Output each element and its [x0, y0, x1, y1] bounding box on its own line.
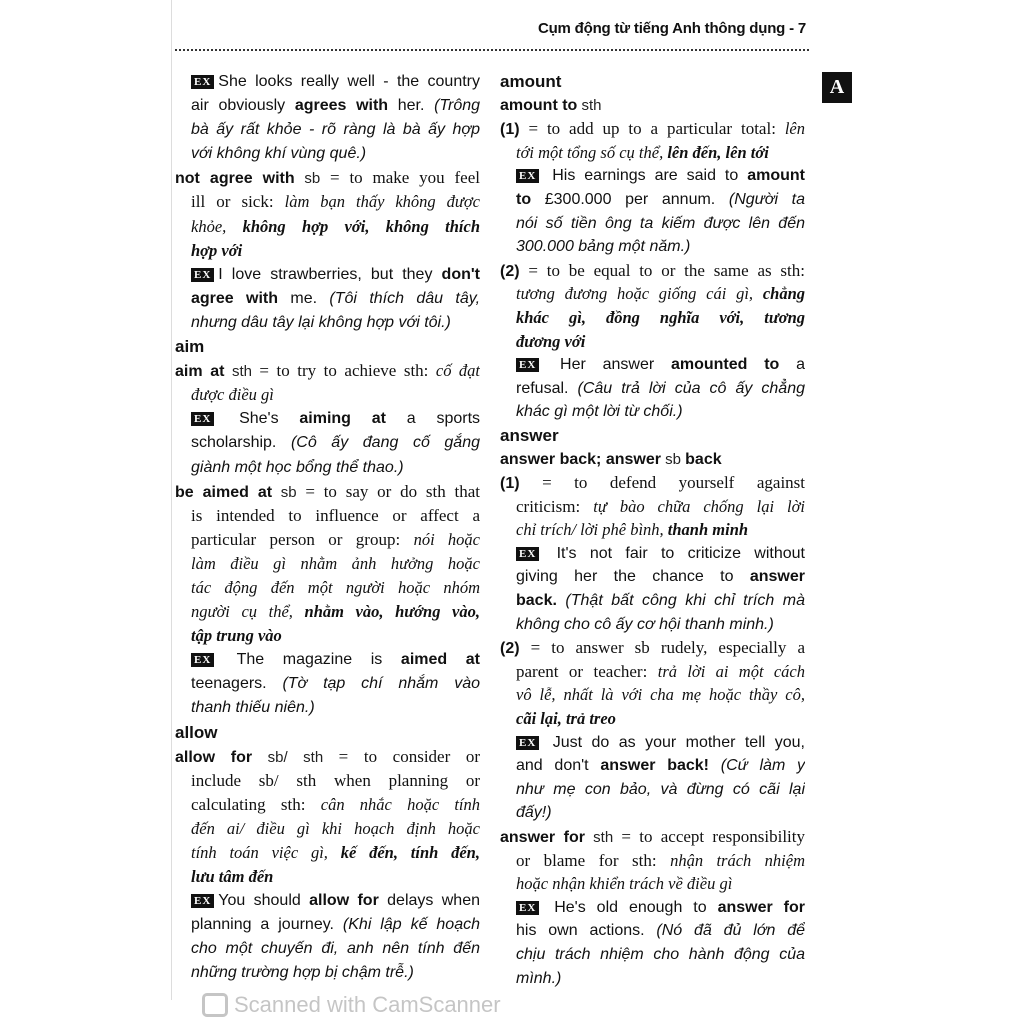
text-run: bà ấy rất khỏe - rõ ràng là bà ấy hợp	[191, 121, 480, 139]
phrase-bold: (1)	[500, 121, 520, 139]
text-run: đương với	[516, 331, 586, 351]
text-run: tập trung vào	[191, 626, 282, 646]
entry-line	[175, 937, 480, 961]
text-run: lưu tâm đến	[191, 867, 274, 887]
phrase-bold: aim	[175, 337, 205, 357]
ex-badge: EX	[191, 268, 214, 282]
text-run: giving her the chance to	[516, 568, 750, 586]
headword	[175, 335, 480, 359]
text-run: planning a journey.	[191, 916, 343, 934]
text-run: her.	[388, 97, 435, 115]
text-run: khác gì, đồng nghĩa với, tương	[516, 307, 805, 327]
running-header: Cụm động từ tiếng Anh thông dụng - 7	[537, 20, 806, 37]
entry-line	[500, 117, 805, 141]
entry-line	[500, 943, 805, 967]
entry-line	[175, 190, 480, 214]
example-line	[500, 164, 805, 188]
headword	[500, 70, 805, 94]
text-run: lên	[784, 119, 805, 139]
text-run: (Người ta	[728, 190, 805, 208]
entry-line	[175, 745, 480, 769]
text-run: or blame for sth:	[516, 850, 671, 870]
phrase-bold: don't	[441, 265, 480, 283]
text-run: = to be equal to or the same as sth:	[519, 260, 805, 280]
phrase-bold: answer	[749, 568, 805, 586]
phrase-bold: aimed at	[400, 651, 480, 669]
entry-line	[500, 872, 805, 896]
entry-line	[500, 282, 805, 306]
entry-line	[175, 600, 480, 624]
text-run: She looks really well - the country	[218, 73, 480, 90]
phrase-bold: back	[685, 450, 722, 468]
text-run: = to answer sb rudely, especially a	[519, 638, 805, 658]
text-run: a	[779, 356, 805, 374]
phrase-bold: back.	[516, 592, 557, 610]
text-run: nhằm vào, hướng vào,	[304, 602, 480, 622]
text-run: tính toán việc gì,	[191, 843, 341, 862]
text-run: He's old enough to	[543, 898, 718, 916]
phrase-bold: answer back!	[600, 757, 710, 775]
text-run: không cho cô ấy cơ hội thanh minh.)	[516, 615, 774, 633]
entry-line	[175, 287, 480, 311]
text-run: (Thật bất công khi chỉ trích mà	[556, 592, 805, 610]
text-run: I love strawberries, but they	[218, 265, 442, 283]
left-column	[175, 70, 480, 986]
phrase-bold: answer back; answer	[500, 450, 661, 468]
header-divider	[175, 49, 809, 51]
entry-line	[500, 613, 805, 637]
text-run: (Cứ làm y	[709, 757, 805, 775]
text-run: (Cô ấy đang cố gắng	[290, 434, 480, 452]
text-run: 300.000 bảng một năm.)	[516, 238, 691, 256]
text-run: include sb/ sth when planning or	[191, 770, 480, 790]
text-run: cân nhắc hoặc tính	[320, 794, 480, 814]
headword	[175, 721, 480, 745]
text-run: You should	[218, 892, 310, 910]
text-run: sb/ sth	[252, 748, 339, 766]
entry-line	[500, 825, 805, 849]
entry-line	[500, 306, 805, 330]
entry-line	[175, 456, 480, 480]
text-run: parent or teacher:	[516, 661, 658, 681]
text-run: (Khi lập kế hoạch	[342, 916, 480, 934]
text-run: = to try to achieve sth:	[259, 361, 436, 381]
ex-badge: EX	[516, 547, 539, 561]
text-run: chịu trách nhiệm cho hành động của	[516, 945, 805, 963]
text-run: sb	[660, 450, 686, 468]
text-run: £300.000 per annum.	[531, 190, 729, 208]
entry-line	[175, 166, 480, 190]
entry-line	[500, 589, 805, 613]
phrase-bold: aiming at	[299, 410, 386, 428]
ex-badge: EX	[516, 358, 539, 372]
entry-line	[500, 495, 805, 519]
entry-line	[500, 636, 805, 660]
entry-line	[500, 967, 805, 991]
text-run: tự bào chữa chống lại lời	[593, 496, 805, 516]
text-run: scholarship.	[191, 434, 291, 452]
text-run: vô lễ, nhất là với cha mẹ hoặc thầy cô,	[516, 685, 805, 705]
entry-line	[175, 311, 480, 335]
entry-line	[175, 239, 480, 263]
phrase-bold: to	[516, 190, 532, 208]
text-run: criticism:	[516, 496, 594, 516]
text-run: = to accept responsibility	[621, 827, 805, 846]
text-run: hoặc nhận khiển trách về điều gì	[516, 874, 733, 894]
ex-badge: EX	[516, 901, 539, 915]
text-run: me.	[278, 289, 330, 307]
entry-line	[175, 817, 480, 841]
entry-line	[500, 683, 805, 707]
example-line	[175, 407, 480, 431]
text-run: ill or sick:	[191, 192, 285, 212]
text-run: calculating sth:	[191, 794, 321, 814]
camscanner-watermark	[202, 992, 501, 1018]
text-run: sth	[224, 363, 260, 381]
text-run: sb	[294, 170, 331, 188]
phrase-bold: be aimed at	[175, 483, 273, 501]
ex-badge: EX	[516, 736, 539, 750]
text-run: sb	[272, 483, 306, 501]
phrase-bold: amount	[747, 167, 805, 185]
entry-line	[175, 431, 480, 455]
text-run: không hợp với, không thích	[242, 216, 480, 236]
phrase-bold: (2)	[500, 640, 520, 658]
entry-line	[175, 359, 480, 383]
entry-line	[500, 330, 805, 354]
entry-line	[500, 849, 805, 873]
text-run: tương đương hoặc giống cái gì,	[516, 284, 763, 304]
example-line	[500, 353, 805, 377]
entry-line	[175, 552, 480, 576]
text-run: tới một tổng số cụ thể,	[516, 142, 668, 162]
phrase-bold: (2)	[500, 262, 520, 280]
entry-line	[500, 778, 805, 802]
text-run: tác động đến một người hoặc nhóm	[191, 577, 480, 597]
ex-badge: EX	[191, 894, 214, 908]
text-run: his own actions.	[516, 922, 657, 940]
text-run: nhưng dâu tây lại không hợp với tôi.)	[191, 313, 451, 331]
text-run: teenagers.	[191, 675, 283, 693]
text-run: thanh minh	[667, 520, 749, 540]
text-run: (Nó đã đủ lớn để	[656, 922, 805, 940]
entry-line	[500, 754, 805, 778]
entry-line	[175, 841, 480, 865]
text-run: = to consider or	[338, 746, 480, 766]
text-run: The magazine is	[218, 651, 401, 669]
phrase-bold: answer for	[500, 829, 585, 846]
letter-tab: A	[822, 72, 852, 103]
text-run: His earnings are said to	[543, 167, 748, 185]
phrase-bold: answer for	[717, 898, 805, 916]
phrase-bold: amount	[500, 72, 562, 91]
right-column	[500, 70, 805, 990]
text-run: Just do as your mother tell you,	[543, 733, 805, 751]
entry-line	[175, 961, 480, 985]
text-run: chỉ trích/ lời phê bình,	[516, 520, 668, 540]
text-run: kế đến, tính đến,	[340, 843, 480, 862]
phrase-bold: amount to	[500, 96, 578, 114]
example-line	[500, 896, 805, 920]
text-run: particular person or group:	[191, 529, 414, 549]
entry-line	[500, 448, 805, 472]
entry-line	[500, 919, 805, 943]
phrase-bold: answer	[500, 425, 559, 445]
text-run: khỏe,	[191, 216, 243, 236]
entry-line	[500, 235, 805, 259]
entry-line	[175, 913, 480, 937]
text-run: lên đến, lên tới	[667, 142, 769, 162]
watermark-text: Scanned with CamScanner	[234, 992, 501, 1017]
text-run: làm điều gì nhằm ảnh hưởng hoặc	[191, 553, 480, 573]
text-run: trả lời ai một cách	[657, 661, 805, 681]
example-line	[500, 542, 805, 566]
text-run: khác gì một lời từ chối.)	[516, 403, 683, 421]
text-run: chẳng	[762, 284, 805, 304]
text-run: cho một chuyến đi, anh nên tính đến	[191, 940, 480, 958]
text-run: (Tôi thích dâu tây,	[329, 289, 480, 307]
entry-line	[500, 188, 805, 212]
text-run: and don't	[516, 757, 601, 775]
text-run: (Câu trả lời của cô ấy chẳng	[577, 379, 805, 397]
entry-line	[500, 565, 805, 589]
text-run: = to say or do sth that	[305, 481, 480, 501]
camscanner-logo-icon	[202, 993, 228, 1017]
text-run: She's	[218, 410, 300, 428]
text-run: = to defend yourself against	[519, 473, 805, 493]
entry-line	[500, 660, 805, 684]
example-line	[175, 70, 480, 94]
text-run: air obviously	[191, 97, 295, 115]
text-run: Her answer	[543, 356, 671, 374]
entry-line	[500, 259, 805, 283]
phrase-bold: aim at	[175, 363, 225, 381]
phrase-bold: not agree with	[175, 170, 295, 188]
entry-line	[175, 769, 480, 793]
example-line	[175, 648, 480, 672]
phrase-bold: agree with	[191, 289, 279, 307]
text-run: = to add up to a particular total:	[519, 119, 785, 139]
text-run: It's not fair to criticize without	[543, 544, 805, 562]
entry-line	[175, 142, 480, 166]
example-line	[175, 263, 480, 287]
entry-line	[175, 865, 480, 889]
entry-line	[175, 793, 480, 817]
text-run: = to make you feel	[330, 168, 480, 188]
entry-line	[500, 518, 805, 542]
entry-line	[175, 383, 480, 407]
entry-line	[175, 576, 480, 600]
text-run: nói hoặc	[413, 529, 480, 549]
text-run: hợp với	[191, 240, 243, 260]
entry-line	[500, 377, 805, 401]
entry-line	[500, 471, 805, 495]
text-run: đấy!)	[516, 804, 552, 822]
entry-line	[175, 118, 480, 142]
text-run: đến ai/ điều gì khi hoạch định hoặc	[191, 818, 480, 838]
phrase-bold: allow	[175, 722, 218, 742]
entry-line	[500, 400, 805, 424]
text-run: refusal.	[516, 379, 578, 397]
text-run: những trường hợp bị chậm trễ.)	[191, 964, 414, 982]
example-line	[500, 731, 805, 755]
example-line	[175, 889, 480, 913]
text-run: làm bạn thấy không được	[284, 192, 480, 212]
page-edge	[171, 0, 172, 1000]
entry-line	[175, 696, 480, 720]
entry-line	[175, 624, 480, 648]
headword	[500, 424, 805, 448]
entry-line	[175, 528, 480, 552]
phrase-bold: allow for	[309, 892, 379, 910]
entry-line	[500, 801, 805, 825]
entry-line	[500, 94, 805, 118]
text-run: được điều gì	[191, 385, 274, 405]
ex-badge: EX	[516, 169, 539, 183]
phrase-bold: amounted to	[670, 356, 780, 374]
text-run: sth	[577, 96, 602, 114]
text-run: (Tờ tạp chí nhắm vào	[282, 675, 480, 693]
ex-badge: EX	[191, 412, 214, 426]
text-run: thanh thiếu niên.)	[191, 699, 315, 717]
entry-line	[500, 212, 805, 236]
entry-line	[500, 707, 805, 731]
phrase-bold: agrees with	[294, 97, 389, 115]
text-run: sth	[584, 829, 622, 846]
text-run: như mẹ con bảo, và đừng có cãi lại	[516, 780, 805, 798]
entry-line	[175, 94, 480, 118]
text-run: a sports	[385, 410, 480, 428]
text-run: mình.)	[516, 969, 562, 987]
text-run: cãi lại, trả treo	[516, 709, 616, 729]
text-run: delays when	[378, 892, 480, 910]
text-run: với không khí vùng quê.)	[191, 145, 367, 163]
entry-line	[175, 215, 480, 239]
text-run: người cụ thể,	[191, 602, 305, 622]
text-run: cố đạt	[435, 361, 480, 381]
ex-badge: EX	[191, 75, 214, 89]
entry-line	[500, 141, 805, 165]
entry-line	[175, 480, 480, 504]
phrase-bold: (1)	[500, 475, 520, 493]
text-run: is intended to influence or affect a	[191, 505, 480, 525]
entry-line	[175, 672, 480, 696]
ex-badge: EX	[191, 653, 214, 667]
text-run: nhận trách nhiệm	[670, 850, 805, 870]
phrase-bold: allow for	[175, 748, 253, 766]
text-run: nói số tiền ông ta kiếm được lên đến	[516, 214, 805, 232]
entry-line	[175, 504, 480, 528]
text-run: giành một học bổng thể thao.)	[191, 458, 404, 476]
text-run: (Trông	[434, 97, 480, 115]
